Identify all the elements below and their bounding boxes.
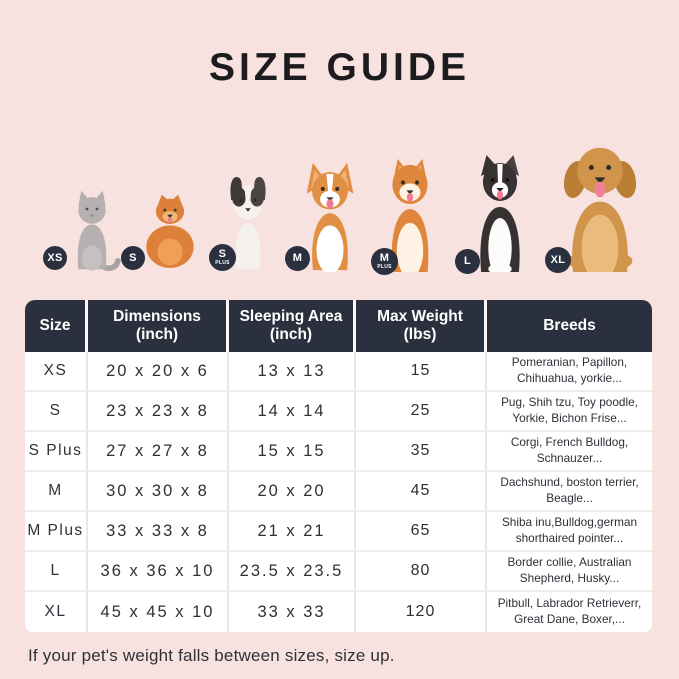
cell-max-weight: 120	[356, 592, 487, 632]
animal-size-strip	[0, 136, 679, 272]
cell-max-weight: 15	[356, 352, 487, 392]
size-guide-table	[25, 300, 652, 632]
header-line1: Sleeping Area	[239, 308, 343, 326]
table-row	[25, 592, 652, 632]
cell-breeds: Border collie, Australian Shepherd, Husky...	[487, 552, 652, 592]
cell-dimensions: 45 x 45 x 10	[88, 592, 229, 632]
header-dimensions	[88, 300, 229, 352]
header-breeds	[487, 300, 652, 352]
page-title: SIZE GUIDE	[208, 46, 471, 89]
header-sleeping-area	[229, 300, 356, 352]
table-row	[25, 472, 652, 512]
cell-max-weight: 80	[356, 552, 487, 592]
header-line1: Max Weight	[377, 308, 463, 326]
badge-sublabel: PLUS	[377, 264, 392, 270]
cell-size: XS	[25, 352, 88, 392]
size-badge-s	[121, 246, 145, 270]
cell-size: M Plus	[25, 512, 88, 552]
cell-size: S	[25, 392, 88, 432]
table-row	[25, 392, 652, 432]
cell-size: L	[25, 552, 88, 592]
cell-sleeping-area: 13 x 13	[229, 352, 356, 392]
header-line1: Dimensions	[113, 308, 201, 326]
badge-label: L	[463, 255, 472, 267]
badge-label: XL	[550, 253, 566, 266]
badge-label: S	[218, 248, 227, 260]
cell-dimensions: 27 x 27 x 8	[88, 432, 229, 472]
cell-size: XL	[25, 592, 88, 632]
cell-max-weight: 35	[356, 432, 487, 472]
cell-dimensions: 36 x 36 x 10	[88, 552, 229, 592]
header-line2: (inch)	[135, 326, 179, 343]
cell-max-weight: 25	[356, 392, 487, 432]
cell-max-weight: 65	[356, 512, 487, 552]
header-size	[25, 300, 88, 352]
cell-size: M	[25, 472, 88, 512]
table-body	[25, 352, 652, 632]
cell-sleeping-area: 23.5 x 23.5	[229, 552, 356, 592]
size-badge-m-plus	[371, 248, 398, 275]
cell-size: S Plus	[25, 432, 88, 472]
size-badge-l	[455, 249, 480, 274]
cell-dimensions: 30 x 30 x 8	[88, 472, 229, 512]
cell-sleeping-area: 15 x 15	[229, 432, 356, 472]
cell-max-weight: 45	[356, 472, 487, 512]
size-badge-xs	[43, 246, 67, 270]
table-row	[25, 552, 652, 592]
size-up-note: If your pet's weight falls between sizes, size up.	[28, 646, 395, 665]
cell-breeds: Pitbull, Labrador Retrieverr, Great Dane, Boxer,...	[487, 592, 652, 632]
size-badge-m	[285, 246, 310, 271]
cell-dimensions: 23 x 23 x 8	[88, 392, 229, 432]
cell-breeds: Pug, Shih tzu, Toy poodle, Yorkie, Bichon Frise...	[487, 392, 652, 432]
cell-sleeping-area: 21 x 21	[229, 512, 356, 552]
badge-label: XS	[47, 251, 63, 264]
badge-label: S	[129, 251, 137, 264]
cell-dimensions: 20 x 20 x 6	[88, 352, 229, 392]
table-row	[25, 352, 652, 392]
cell-sleeping-area: 33 x 33	[229, 592, 356, 632]
cell-breeds: Corgi, French Bulldog, Schnauzer...	[487, 432, 652, 472]
header-max-weight	[356, 300, 487, 352]
header-line2: (lbs)	[403, 326, 437, 343]
badge-label: M	[379, 252, 390, 264]
header-line2: (inch)	[269, 326, 313, 343]
cell-breeds: Shiba inu,Bulldog,german shorthaired pointer...	[487, 512, 652, 552]
badge-sublabel: PLUS	[215, 260, 230, 266]
size-badge-xl	[545, 247, 571, 273]
cell-dimensions: 33 x 33 x 8	[88, 512, 229, 552]
table-header-row	[25, 300, 652, 352]
badge-label: M	[292, 252, 303, 264]
cell-sleeping-area: 14 x 14	[229, 392, 356, 432]
cell-breeds: Pomeranian, Papillon, Chihuahua, yorkie...	[487, 352, 652, 392]
header-line1: Size	[39, 317, 71, 335]
table-row	[25, 512, 652, 552]
cell-breeds: Dachshund, boston terrier, Beagle...	[487, 472, 652, 512]
table-row	[25, 432, 652, 472]
size-badge-s-plus	[209, 244, 236, 271]
header-line1: Breeds	[543, 317, 596, 335]
cell-sleeping-area: 20 x 20	[229, 472, 356, 512]
